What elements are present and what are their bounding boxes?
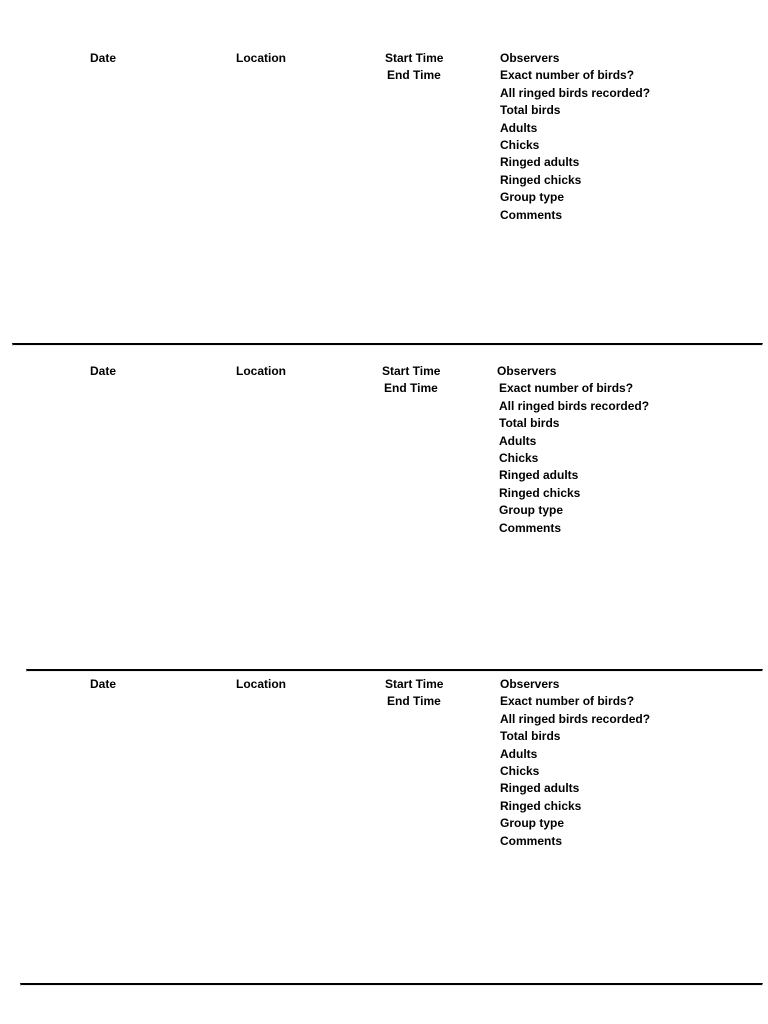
ringed-chicks-label: Ringed chicks [500, 798, 582, 813]
group-type-label: Group type [500, 816, 565, 831]
adults-label: Adults [500, 120, 538, 135]
total-birds-label: Total birds [500, 729, 561, 744]
date-label: Date [90, 364, 117, 378]
ringed-chicks-label: Ringed chicks [500, 172, 582, 187]
group-type-label: Group type [499, 503, 564, 518]
ringed-recorded-label: All ringed birds recorded? [500, 85, 651, 100]
date-label: Date [90, 677, 117, 691]
location-label: Location [236, 51, 286, 65]
end-time-label: End Time [384, 381, 438, 395]
comments-label: Comments [499, 520, 562, 535]
observation-fields-list [500, 50, 650, 224]
exact-number-label: Exact number of birds? [499, 381, 634, 396]
total-birds-label: Total birds [500, 103, 561, 118]
chicks-label: Chicks [500, 764, 540, 779]
adults-label: Adults [500, 746, 538, 761]
observers-label: Observers [500, 51, 560, 65]
observation-fields-list [497, 363, 649, 537]
exact-number-label: Exact number of birds? [500, 68, 635, 83]
comments-label: Comments [500, 207, 563, 222]
start-time-label: Start Time [385, 51, 444, 65]
observation-fields-list [500, 676, 650, 850]
chicks-label: Chicks [500, 138, 540, 153]
end-time-label: End Time [387, 694, 441, 708]
section-divider-2 [26, 669, 763, 672]
end-time-label: End Time [387, 68, 441, 82]
date-label: Date [90, 51, 117, 65]
comments-label: Comments [500, 833, 563, 848]
observers-label: Observers [500, 677, 560, 691]
ringed-adults-label: Ringed adults [500, 781, 580, 796]
ringed-adults-label: Ringed adults [499, 468, 579, 483]
group-type-label: Group type [500, 190, 565, 205]
location-label: Location [236, 364, 286, 378]
location-label: Location [236, 677, 286, 691]
start-time-label: Start Time [382, 364, 441, 378]
ringed-recorded-label: All ringed birds recorded? [499, 398, 650, 413]
start-time-label: Start Time [385, 677, 444, 691]
section-divider-1 [12, 343, 763, 346]
ringed-adults-label: Ringed adults [500, 155, 580, 170]
adults-label: Adults [499, 433, 537, 448]
exact-number-label: Exact number of birds? [500, 694, 635, 709]
ringed-chicks-label: Ringed chicks [499, 485, 581, 500]
section-divider-3 [20, 983, 763, 986]
observers-label: Observers [497, 364, 557, 378]
total-birds-label: Total birds [499, 416, 560, 431]
ringed-recorded-label: All ringed birds recorded? [500, 711, 651, 726]
chicks-label: Chicks [499, 451, 539, 466]
